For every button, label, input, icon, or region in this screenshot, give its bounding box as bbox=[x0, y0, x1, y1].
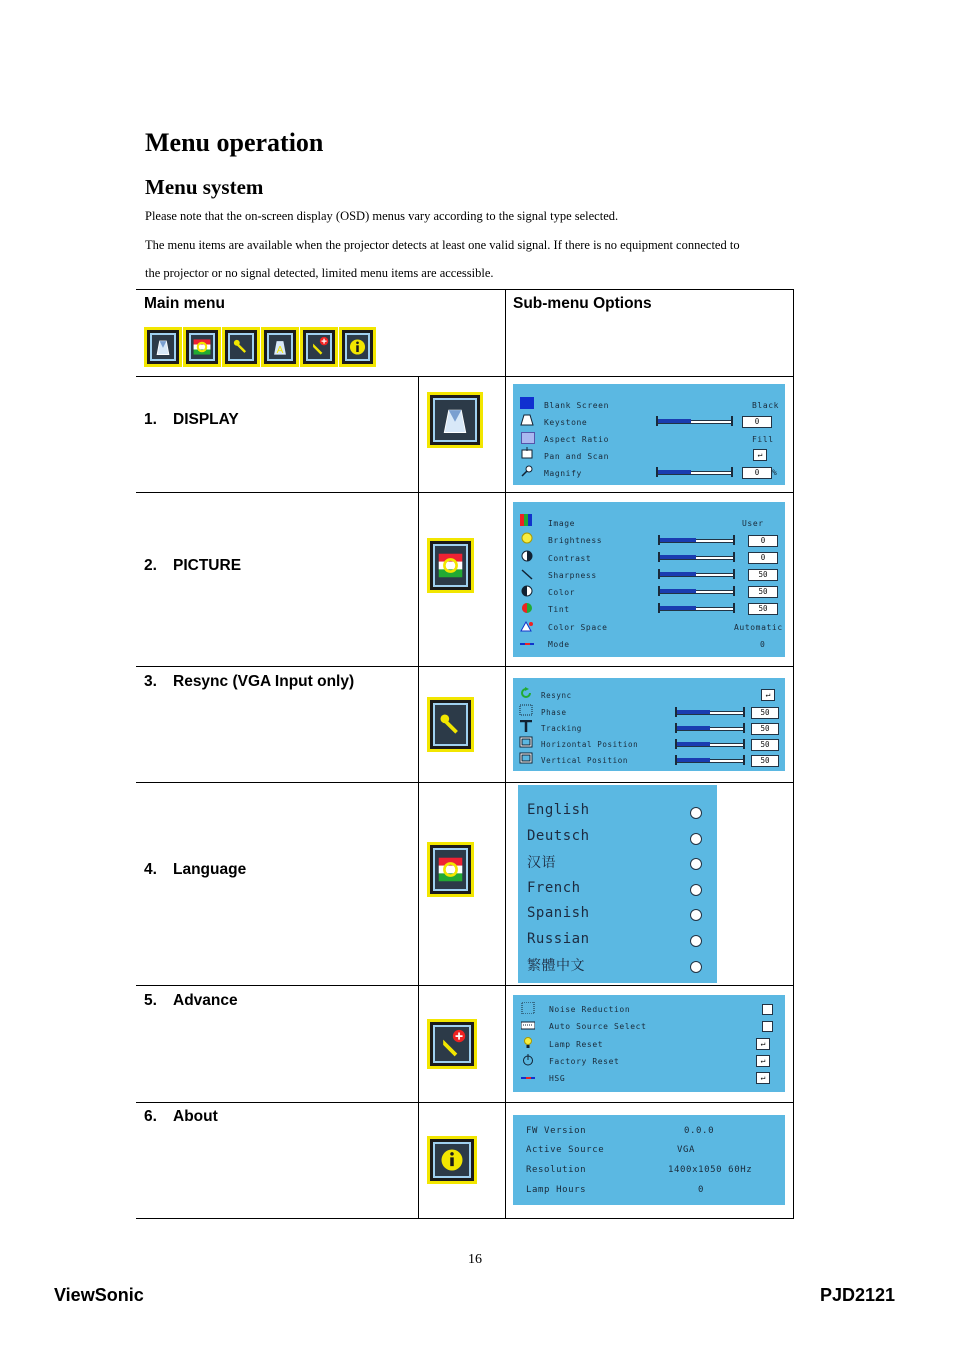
intro-paragraph: Please note that the on-screen display (OSD) menus vary according to the signal type selected. bbox=[145, 209, 619, 223]
advance-item-factory-reset[interactable]: Factory Reset bbox=[549, 1057, 620, 1066]
availability-paragraph-line2: the projector or no signal detected, limited menu items are accessible. bbox=[145, 266, 494, 280]
advance-item-auto-source-select[interactable]: Auto Source Select bbox=[549, 1022, 647, 1031]
magnify-icon bbox=[520, 465, 534, 477]
picture-item-sharpness[interactable]: Sharpness bbox=[548, 571, 597, 580]
language-globe-icon bbox=[261, 327, 299, 367]
about-label-fw-version: FW Version bbox=[526, 1126, 587, 1136]
horizontal-position-slider[interactable] bbox=[675, 739, 745, 749]
resync-icon bbox=[427, 697, 474, 752]
magnify-unit: % bbox=[772, 468, 778, 477]
color-icon bbox=[520, 585, 534, 597]
language-option-russian[interactable]: Russian bbox=[527, 931, 590, 947]
resync-item-vertical-position[interactable]: Vertical Position bbox=[541, 756, 628, 765]
display-icon bbox=[427, 392, 483, 448]
advance-osd-panel bbox=[513, 995, 785, 1092]
horizontal-position-icon bbox=[519, 736, 533, 748]
svg-text:A: A bbox=[276, 344, 284, 356]
display-osd-panel bbox=[513, 384, 785, 485]
tracking-slider[interactable] bbox=[675, 723, 745, 733]
language-option-french[interactable]: French bbox=[527, 880, 581, 896]
display-item-aspect-ratio[interactable]: Aspect Ratio bbox=[544, 435, 609, 444]
language-radio-russian[interactable] bbox=[690, 935, 702, 947]
language-osd-panel bbox=[518, 785, 717, 983]
phase-icon bbox=[519, 704, 533, 716]
hsg-icon bbox=[521, 1072, 535, 1084]
display-item-keystone[interactable]: Keystone bbox=[544, 418, 588, 427]
factory-reset-icon bbox=[521, 1054, 535, 1066]
about-value-active-source: VGA bbox=[677, 1145, 696, 1155]
about-label-active-source: Active Source bbox=[526, 1145, 605, 1155]
row-label-picture: 2. PICTURE bbox=[144, 557, 242, 574]
color-space-icon bbox=[520, 620, 534, 632]
vertical-position-slider[interactable] bbox=[675, 755, 745, 765]
lamp-icon bbox=[521, 1037, 535, 1049]
language-option-deutsch[interactable]: Deutsch bbox=[527, 828, 590, 844]
contrast-slider[interactable] bbox=[658, 552, 735, 562]
about-osd-panel bbox=[513, 1115, 785, 1205]
tint-icon bbox=[520, 602, 534, 614]
main-menu-header: Main menu bbox=[144, 295, 225, 312]
resync-item-phase[interactable]: Phase bbox=[541, 708, 567, 717]
language-radio-simplified-chinese[interactable] bbox=[690, 858, 702, 870]
tracking-value: 50 bbox=[751, 723, 779, 735]
language-option-simplified-chinese[interactable]: 汉语 bbox=[527, 855, 556, 871]
tint-slider[interactable] bbox=[658, 603, 735, 613]
resync-item-horizontal-position[interactable]: Horizontal Position bbox=[541, 740, 639, 749]
availability-paragraph-line1: The menu items are available when the projector detects at least one valid signal. If there is no equipment connected to bbox=[145, 238, 740, 252]
advance-icon bbox=[427, 1019, 477, 1069]
display-item-pan-scan[interactable]: Pan and Scan bbox=[544, 452, 609, 461]
language-radio-english[interactable] bbox=[690, 807, 702, 819]
page-title: Menu operation bbox=[145, 128, 324, 157]
noise-reduction-icon bbox=[521, 1002, 535, 1014]
contrast-value: 0 bbox=[748, 552, 778, 564]
row-label-language: 4. Language bbox=[144, 861, 247, 878]
pan-scan-enter-icon[interactable]: ↵ bbox=[753, 449, 767, 461]
mode-icon bbox=[520, 638, 534, 650]
picture-item-mode[interactable]: Mode bbox=[548, 640, 570, 649]
picture-item-tint[interactable]: Tint bbox=[548, 605, 570, 614]
keystone-icon bbox=[520, 414, 534, 426]
about-value-lamp-hours: 0 bbox=[698, 1185, 705, 1195]
advance-item-hsg[interactable]: HSG bbox=[549, 1074, 566, 1083]
display-item-blank-screen[interactable]: Blank Screen bbox=[544, 401, 609, 410]
about-label-resolution: Resolution bbox=[526, 1165, 587, 1175]
picture-item-brightness[interactable]: Brightness bbox=[548, 536, 603, 545]
color-slider[interactable] bbox=[658, 586, 735, 596]
language-radio-deutsch[interactable] bbox=[690, 833, 702, 845]
section-title: Menu system bbox=[145, 175, 264, 199]
row-label-advance: 5. Advance bbox=[144, 992, 238, 1009]
about-value-fw-version: 0.0.0 bbox=[684, 1126, 715, 1136]
page-number: 16 bbox=[468, 1252, 482, 1267]
picture-item-contrast[interactable]: Contrast bbox=[548, 554, 592, 563]
display-icon bbox=[144, 327, 182, 367]
submenu-header: Sub-menu Options bbox=[513, 295, 652, 312]
language-option-spanish[interactable]: Spanish bbox=[527, 905, 590, 921]
magnify-value: 0 bbox=[742, 467, 772, 479]
resync-item-tracking[interactable]: Tracking bbox=[541, 724, 582, 733]
picture-item-color-space[interactable]: Color Space bbox=[548, 623, 608, 632]
pan-scan-icon bbox=[520, 447, 534, 459]
sharpness-icon bbox=[520, 568, 534, 580]
tracking-icon bbox=[519, 720, 533, 732]
setup-wrench-icon bbox=[222, 327, 260, 367]
picture-item-image[interactable]: Image bbox=[548, 519, 576, 528]
advance-item-lamp-reset[interactable]: Lamp Reset bbox=[549, 1040, 604, 1049]
about-icon bbox=[427, 1136, 477, 1184]
language-radio-spanish[interactable] bbox=[690, 909, 702, 921]
language-option-traditional-chinese[interactable]: 繁體中文 bbox=[527, 958, 585, 974]
factory-reset-enter-icon[interactable]: ↵ bbox=[756, 1055, 770, 1067]
row-label-display: 1. DISPLAY bbox=[144, 411, 239, 428]
image-icon bbox=[520, 514, 534, 526]
resync-osd-panel bbox=[513, 678, 785, 771]
language-radio-traditional-chinese[interactable] bbox=[690, 961, 702, 973]
color-value: 50 bbox=[748, 586, 778, 598]
footer-model: PJD2121 bbox=[820, 1285, 896, 1305]
language-option-english[interactable]: English bbox=[527, 802, 590, 818]
brightness-slider[interactable] bbox=[658, 535, 735, 545]
row-label-about: 6. About bbox=[144, 1108, 218, 1125]
footer-brand: ViewSonic bbox=[54, 1285, 144, 1305]
language-radio-french[interactable] bbox=[690, 884, 702, 896]
image-value: User bbox=[742, 519, 764, 528]
about-value-resolution: 1400x1050 60Hz bbox=[668, 1165, 753, 1175]
advance-item-noise-reduction[interactable]: Noise Reduction bbox=[549, 1005, 631, 1014]
hsg-enter-icon[interactable]: ↵ bbox=[756, 1072, 770, 1084]
about-label-lamp-hours: Lamp Hours bbox=[526, 1185, 587, 1195]
sharpness-slider[interactable] bbox=[658, 569, 735, 579]
sharpness-value: 50 bbox=[748, 569, 778, 581]
vertical-position-icon bbox=[519, 752, 533, 764]
display-item-magnify[interactable]: Magnify bbox=[544, 469, 582, 478]
advance-icon bbox=[300, 327, 338, 367]
resync-item-resync[interactable]: Resync bbox=[541, 691, 572, 700]
vertical-position-value: 50 bbox=[751, 755, 779, 767]
keystone-value: 0 bbox=[742, 416, 772, 428]
brightness-value: 0 bbox=[748, 535, 778, 547]
lamp-reset-enter-icon[interactable]: ↵ bbox=[756, 1038, 770, 1050]
keystone-slider[interactable] bbox=[656, 416, 733, 426]
noise-reduction-checkbox[interactable] bbox=[762, 1004, 773, 1015]
phase-value: 50 bbox=[751, 707, 779, 719]
phase-slider[interactable] bbox=[675, 707, 745, 717]
magnify-slider[interactable] bbox=[656, 467, 733, 477]
blank-screen-value: Black bbox=[752, 401, 780, 410]
auto-source-select-checkbox[interactable] bbox=[762, 1021, 773, 1032]
row-label-resync: 3. Resync (VGA Input only) bbox=[144, 673, 355, 690]
contrast-icon bbox=[520, 550, 534, 562]
resync-enter-icon[interactable]: ↵ bbox=[761, 689, 775, 701]
picture-item-color[interactable]: Color bbox=[548, 588, 576, 597]
about-info-icon bbox=[339, 327, 376, 367]
picture-osd-panel bbox=[513, 502, 785, 657]
aspect-ratio-icon bbox=[521, 432, 535, 444]
aspect-ratio-value: Fill bbox=[752, 435, 774, 444]
horizontal-position-value: 50 bbox=[751, 739, 779, 751]
resync-icon bbox=[519, 687, 533, 699]
language-icon bbox=[427, 842, 474, 897]
tint-value: 50 bbox=[748, 603, 778, 615]
auto-source-icon bbox=[521, 1020, 535, 1032]
picture-icon bbox=[183, 327, 221, 367]
blank-screen-icon bbox=[520, 397, 534, 409]
brightness-icon bbox=[520, 532, 534, 544]
mode-value: 0 bbox=[760, 640, 766, 649]
picture-icon bbox=[427, 538, 474, 593]
color-space-value: Automatic bbox=[734, 623, 783, 632]
